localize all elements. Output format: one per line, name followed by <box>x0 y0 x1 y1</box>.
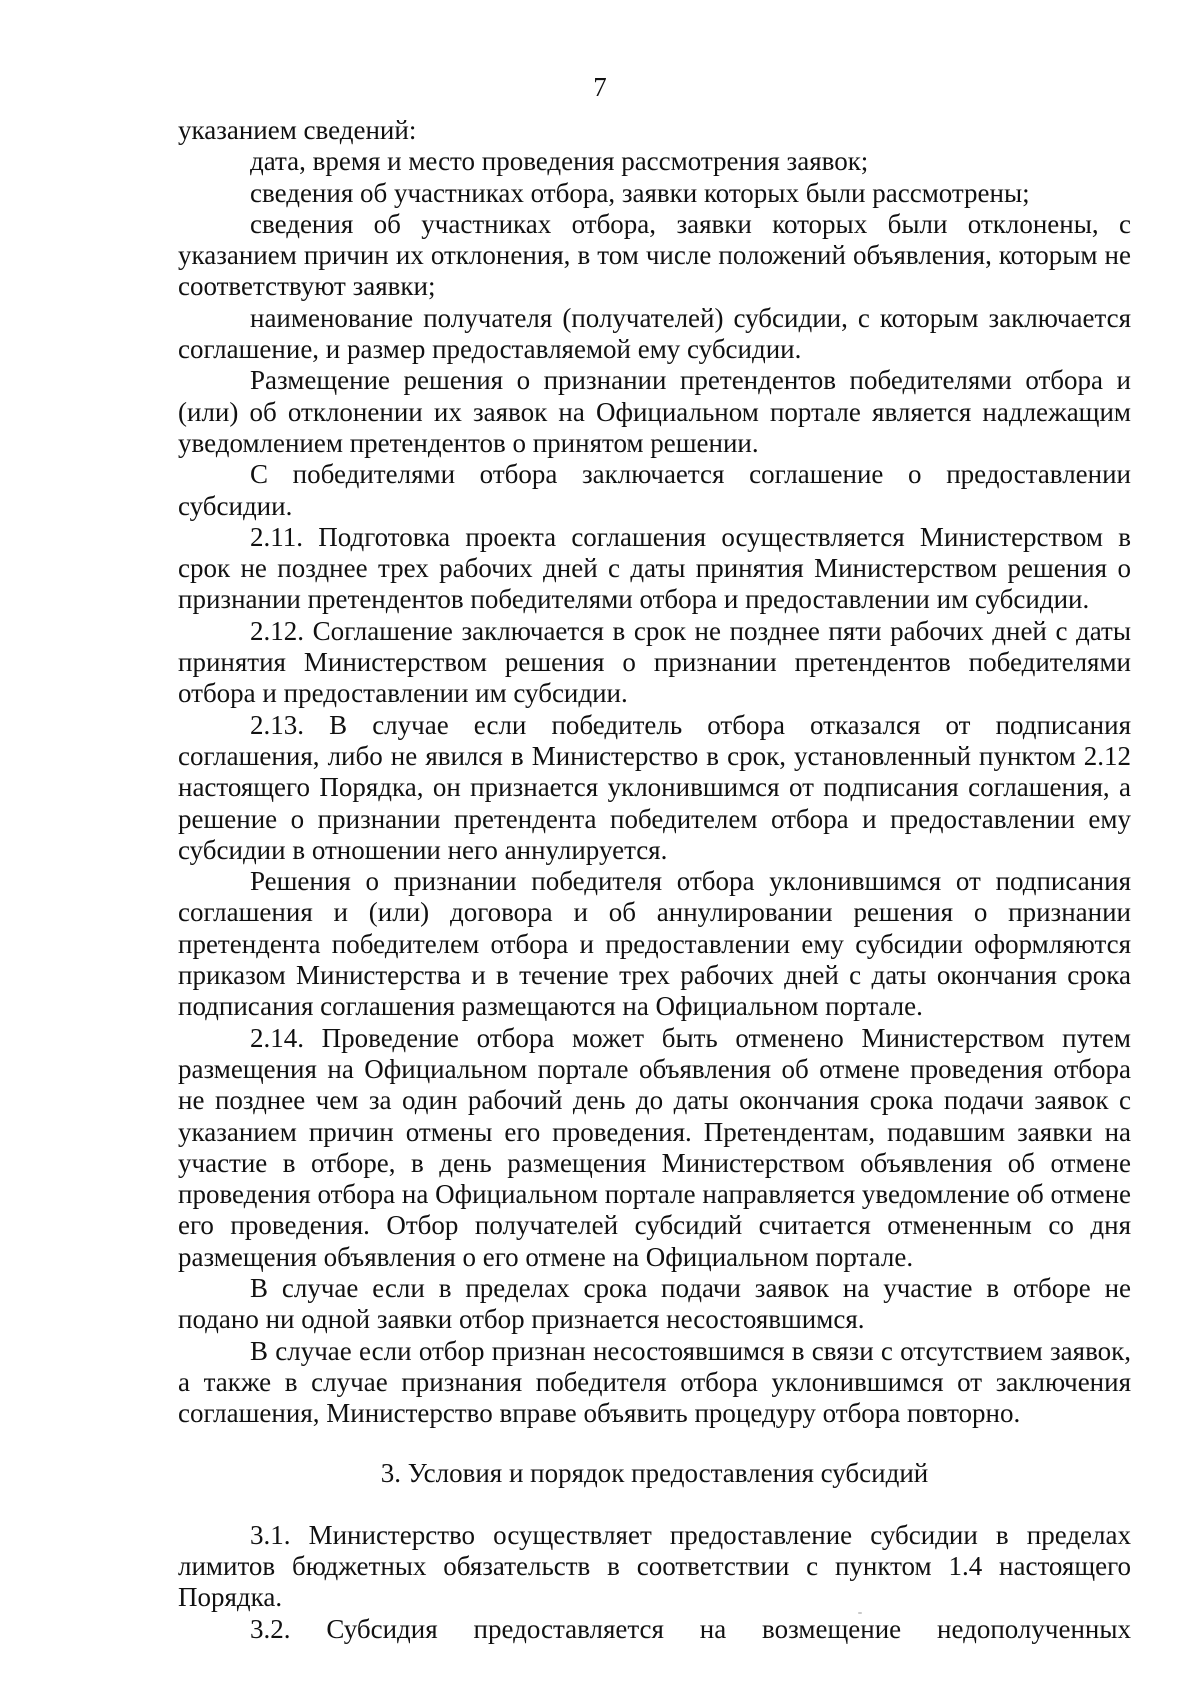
paragraph: Решения о признании победителя отбора уклонившимся от подписания соглашения и (или) договора и об аннулировании решения о признании претендента победителем отбора и предоставлении ему субсидии оформляются приказом Министерства и в течение трех рабочих дней с даты окончания срока подписания соглашения размещаются на Официальном портале. <box>178 866 1131 1022</box>
clause-3-1: 3.1. Министерство осуществляет предоставление субсидии в пределах лимитов бюджетных обязательств в соответствии с пунктом 1.4 настоящего Порядка. <box>178 1519 1131 1613</box>
clause-2-14: 2.14. Проведение отбора может быть отменено Министерством путем размещения на Официальном портале объявления об отмене проведения отбора не позднее чем за один рабочий день до даты окончания срока подачи заявок с указанием причин отмены его проведения. Претендентам, подавшим заявки на участие в отборе, в день размещения Министерством объявления об отмене проведения отбора на Официальном портале направляется уведомление об отмене его проведения. Отбор получателей субсидий считается отмененным со дня размещения объявления о его отмене на Официальном портале. <box>178 1022 1131 1272</box>
paragraph-continuation: указанием сведений: <box>178 115 417 145</box>
list-item: наименование получателя (получателей) субсидии, с которым заключается соглашение, и размер предоставляемой ему субсидии. <box>178 302 1131 365</box>
list-item: дата, время и место проведения рассмотрения заявок; <box>250 146 869 177</box>
section-heading: 3. Условия и порядок предоставления субсидий <box>380 1458 929 1489</box>
scan-speck <box>858 1612 862 1614</box>
list-item: сведения об участниках отбора, заявки которых были отклонены, с указанием причин их отклонения, в том числе положений объявления, которым не соответствуют заявки; <box>178 208 1131 302</box>
paragraph: В случае если в пределах срока подачи заявок на участие в отборе не подано ни одной заявки отбор признается несостоявшимся. <box>178 1272 1131 1335</box>
clause-2-12: 2.12. Соглашение заключается в срок не позднее пяти рабочих дней с даты принятия Министерством решения о признании претендентов победителями отбора и предоставлении им субсидии. <box>178 615 1131 709</box>
clause-2-11: 2.11. Подготовка проекта соглашения осуществляется Министерством в срок не позднее трех рабочих дней с даты принятия Министерством решения о признании претендентов победителями отбора и предоставлении им субсидии. <box>178 521 1131 615</box>
clause-2-13: 2.13. В случае если победитель отбора отказался от подписания соглашения, либо не явился в Министерство в срок, установленный пунктом 2.12 настоящего Порядка, он признается уклонившимся от подписания соглашения, а решение о признании претендента победителем отбора и предоставлении ему субсидии в отношении него аннулируется. <box>178 709 1131 865</box>
list-item: сведения об участниках отбора, заявки которых были рассмотрены; <box>250 177 1030 208</box>
paragraph: С победителями отбора заключается соглашение о предоставлении субсидии. <box>178 459 1131 521</box>
document-body <box>178 115 1131 1645</box>
paragraph: Размещение решения о признании претендентов победителями отбора и (или) об отклонении их заявок на Официальном портале является надлежащим уведомлением претендентов о принятом решении. <box>178 365 1131 458</box>
page-number: 7 <box>593 72 607 102</box>
clause-3-2: 3.2. Субсидия предоставляется на возмещение недополученных <box>250 1613 1131 1644</box>
paragraph: В случае если отбор признан несостоявшимся в связи с отсутствием заявок, а также в случае признания победителя отбора уклонившимся от заключения соглашения, Министерство вправе объявить процедуру отбора повторно. <box>178 1335 1131 1429</box>
